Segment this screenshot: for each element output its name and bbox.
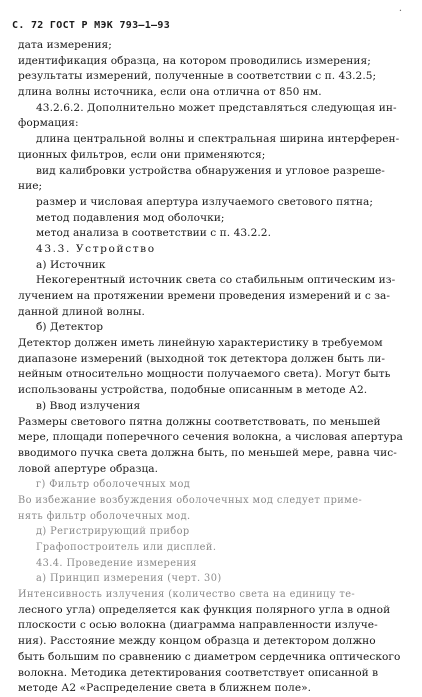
text-line: мере, площади поперечного сечения волокна, а числовая апертура: [18, 431, 403, 444]
text-line: размер и числовая апертура излучаемого светового пятна;: [36, 195, 374, 208]
text-line: метод подавления мод оболочки;: [36, 211, 225, 224]
text-line: длина волны источника, если она отлична от 850 нм.: [18, 86, 322, 99]
section-heading: 43.4. Проведение измерения: [36, 557, 197, 569]
text-line: данной длиной волны.: [18, 305, 145, 318]
text-line: лесного угла) определяется как функция полярного угла в одной: [18, 603, 391, 616]
text-line: плоскости с осью волокна (диаграмма направленности излуче-: [18, 619, 378, 632]
text-line: вводимого пучка света должна быть, по меньшей мере, равна чис-: [18, 446, 397, 459]
text-line: метод анализа в соответствии с п. 43.2.2.: [36, 227, 272, 240]
text-line: идентификация образца, на котором проводились измерения;: [18, 54, 371, 67]
corner-mark: ·: [398, 6, 402, 17]
subsection-heading: г) Фильтр оболочечных мод: [36, 479, 191, 491]
text-line: использованы устройства, подобные описанным в методе А2.: [18, 384, 368, 397]
document-body: [18, 38, 410, 697]
text-line: дата измерения;: [18, 39, 112, 51]
text-line: ние;: [18, 180, 43, 193]
clause-heading: 43.2.6.2. Дополнительно может представляться следующая ин-: [36, 101, 397, 114]
subsection-heading: б) Детектор: [36, 321, 104, 334]
subsection-heading: в) Ввод излучения: [36, 399, 141, 412]
text-line: лучением на протяжении времени проведения измерений и с за-: [18, 290, 391, 302]
text-line: Графопостроитель или дисплей.: [36, 542, 217, 553]
text-line: Во избежание возбуждения оболочечных мод следует приме-: [18, 494, 363, 506]
text-line: Детектор должен иметь линейную характеристику в требуемом: [18, 337, 383, 350]
text-line: ционных фильтров, если они применяются;: [18, 148, 266, 161]
text-line: ловой апертуре образца.: [18, 462, 159, 475]
text-line: Размеры светового пятна должны соответствовать, по меньшей: [18, 415, 381, 428]
text-line: Некогерентный источник света со стабильным оптическим из-: [36, 274, 396, 287]
text-line: быть большим по сравнению с диаметром сердечника оптического: [18, 650, 401, 663]
text-line: нейным относительно мощности получаемого света). Могут быть: [18, 368, 391, 381]
subsection-heading: а) Принцип измерения (черт. 30): [36, 573, 222, 585]
text-line: методе А2 «Распределение света в ближнем поле».: [18, 682, 312, 695]
running-header: С. 72 ГОСТ Р МЭК 793—1—93: [12, 20, 171, 31]
text-line: волокна. Методика детектирования соответствует описанной в: [18, 666, 379, 679]
text-line: длина центральной волны и спектральная ширина интерферен-: [36, 133, 400, 146]
text-line: диапазоне измерений (выходной ток детектора должен быть ли-: [18, 352, 386, 365]
text-line: формация:: [18, 117, 79, 130]
text-line: Интенсивность излучения (количество света на единицу те-: [18, 589, 356, 601]
text-line: результаты измерений, полученные в соответствии с п. 43.2.5;: [18, 70, 377, 83]
text-line: ния). Расстояние между концом образца и детектором должно: [18, 635, 376, 648]
text-line: нять фильтр оболочечных мод.: [18, 510, 191, 522]
section-heading: 43.3. Устройство: [36, 242, 156, 255]
subsection-heading: а) Источник: [36, 258, 106, 271]
text-line: вид калибровки устройства обнаружения и угловое разреше-: [36, 164, 385, 177]
subsection-heading: д) Регистрирующий прибор: [36, 526, 190, 538]
